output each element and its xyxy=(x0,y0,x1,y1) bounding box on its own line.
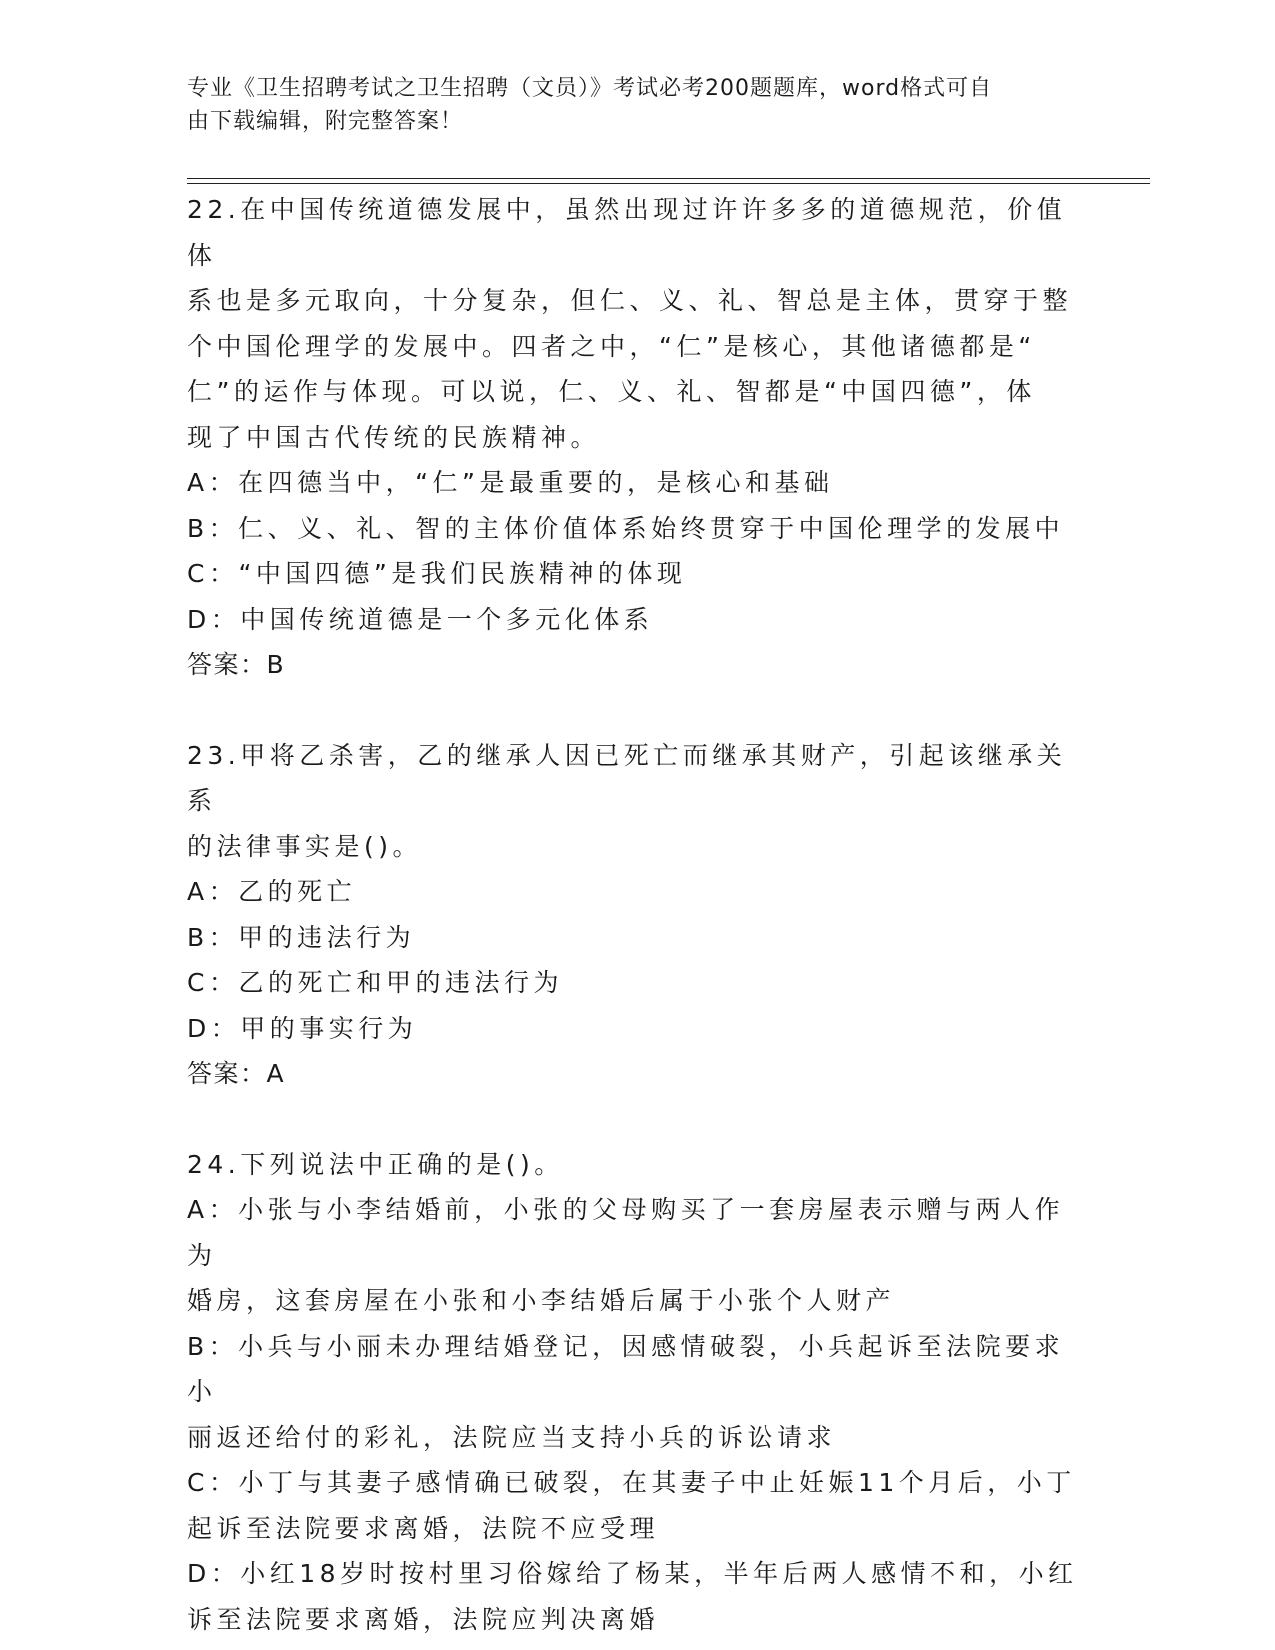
option-d: D：小红18岁时按村里习俗嫁给了杨某，半年后两人感情不和，小红 xyxy=(187,1559,1078,1588)
answer-line: 答案：B xyxy=(187,650,286,679)
header-rule-top xyxy=(187,178,1150,179)
question-stem-line: 的法律事实是()。 xyxy=(187,831,423,861)
option-c: C：小丁与其妻子感情确已破裂，在其妻子中止妊娠11个月后，小丁 xyxy=(187,1468,1076,1497)
question-stem-line: 23.甲将乙杀害，乙的继承人因已死亡而继承其财产，引起该继承关系 xyxy=(187,740,1067,815)
question-stem-line: 22.在中国传统道德发展中，虽然出现过许许多多的道德规范，价值体 xyxy=(187,195,1067,270)
option-b: B：小兵与小丽未办理结婚登记，因感情破裂，小兵起诉至法院要求小 xyxy=(187,1331,1065,1406)
option-a: A：乙的死亡 xyxy=(187,877,357,906)
option-c: C：乙的死亡和甲的违法行为 xyxy=(187,968,563,997)
header-line-1: 专业《卫生招聘考试之卫生招聘（文员）》考试必考200题题库，word格式可自 xyxy=(187,76,993,101)
option-b-continued: 丽返还给付的彩礼，法院应当支持小兵的诉讼请求 xyxy=(187,1422,837,1452)
option-c: C：“中国四德”是我们民族精神的体现 xyxy=(187,559,687,588)
option-a-continued: 婚房，这套房屋在小张和小李结婚后属于小张个人财产 xyxy=(187,1286,896,1315)
header-rule-bottom xyxy=(187,183,1150,184)
question-22 xyxy=(187,187,1087,688)
question-24 xyxy=(187,1142,1087,1643)
option-d: D：甲的事实行为 xyxy=(187,1013,418,1043)
header-line-2: 由下载编辑，附完整答案！ xyxy=(187,109,464,134)
question-23 xyxy=(187,733,1087,1097)
option-d: D：中国传统道德是一个多元化体系 xyxy=(187,604,654,634)
question-stem-line: 现了中国古代传统的民族精神。 xyxy=(187,422,601,452)
option-b: B：甲的违法行为 xyxy=(187,922,416,952)
question-stem-line: 24.下列说法中正确的是()。 xyxy=(187,1149,564,1179)
option-d-continued: 诉至法院要求离婚，法院应判决离婚 xyxy=(187,1604,660,1634)
option-a: A：小张与小李结婚前，小张的父母购买了一套房屋表示赠与两人作为 xyxy=(187,1195,1065,1270)
option-a: A：在四德当中，“仁”是最重要的，是核心和基础 xyxy=(187,468,834,497)
question-stem-line: 系也是多元取向，十分复杂，但仁、义、礼、智总是主体，贯穿于整 xyxy=(187,286,1073,315)
question-list xyxy=(187,187,1087,1642)
answer-line: 答案：A xyxy=(187,1059,286,1088)
document-header xyxy=(187,72,1067,138)
question-stem-line: 个中国伦理学的发展中。四者之中，“仁”是核心，其他诸德都是“ xyxy=(187,331,1036,361)
option-b: B：仁、义、礼、智的主体价值体系始终贯穿于中国伦理学的发展中 xyxy=(187,513,1065,543)
option-c-continued: 起诉至法院要求离婚，法院不应受理 xyxy=(187,1513,660,1543)
question-stem-line: 仁”的运作与体现。可以说，仁、义、礼、智都是“中国四德”，体 xyxy=(187,377,1036,406)
